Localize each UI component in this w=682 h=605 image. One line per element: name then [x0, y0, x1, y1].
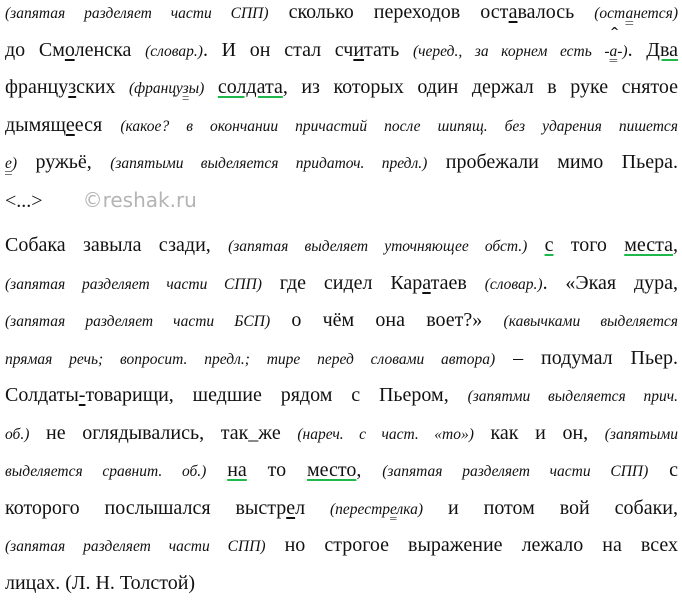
underlined-letter: -: [78, 384, 86, 406]
text: . И он стал сч: [202, 38, 354, 61]
double-underlined-letter: а: [609, 42, 618, 60]
double-underlined-letter: е: [5, 155, 12, 172]
underlined-letter: о: [64, 38, 75, 61]
text: того: [553, 234, 625, 256]
underlined-letter: а: [422, 271, 431, 294]
text-line: [5, 565, 678, 603]
text: где сидел Кар: [261, 271, 423, 294]
double-underlined-letter: з: [182, 80, 189, 97]
text-line: [5, 0, 678, 32]
text: о чём она воет?»: [270, 309, 504, 331]
text: . «Экая дура,: [542, 271, 679, 294]
note-text: (ост: [594, 5, 626, 22]
text-line: [5, 377, 678, 415]
note-text: (запятми выделяется прич.: [467, 388, 678, 405]
text-line: [5, 69, 678, 107]
note-text: (какое? в окончании причастий после шипящ. без ударения пишется: [120, 117, 679, 135]
underlined-letter: а: [508, 1, 518, 23]
document-body: [5, 0, 678, 602]
text: пробежали мимо Пьера.: [427, 151, 678, 173]
underlined-letter: е: [286, 496, 296, 519]
text-line: [5, 302, 678, 340]
note-text: (запятая разделяет части БСП): [5, 313, 271, 330]
text: ружьё,: [17, 151, 111, 173]
text: но строгое выражение лежало на всех: [265, 534, 678, 556]
text: [206, 459, 227, 481]
text: ских: [76, 76, 129, 98]
text-line: [5, 182, 678, 220]
note-text: ): [11, 155, 18, 172]
note-text: (запятая разделяет части СПП): [5, 275, 262, 293]
note-text: -): [617, 42, 628, 60]
text: дымящ: [5, 113, 66, 136]
text: лицах. (Л. Н. Толстой): [5, 571, 196, 594]
double-underlined-letter: а: [625, 5, 634, 22]
text: <...>: [5, 189, 43, 212]
note-text: (нареч. с част. «то»): [297, 425, 474, 443]
text: – подумал Пьер.: [495, 346, 678, 369]
watermark: ©reshak.ru: [82, 187, 197, 212]
note-text: выделяется сравнит. об.): [5, 463, 207, 480]
text: товарищи, шедшие рядом с Пьером,: [85, 384, 468, 406]
text: как и он,: [473, 421, 605, 444]
text: ,: [356, 459, 383, 481]
note-text: (словар.): [145, 42, 203, 60]
text: францу: [5, 76, 69, 98]
text: Солдаты: [5, 384, 79, 406]
underlined-word: место: [306, 459, 357, 481]
text: л: [295, 496, 330, 519]
text-line: [5, 527, 678, 565]
note-text: лка): [396, 500, 424, 518]
text: с: [648, 459, 678, 481]
note-text: (запятая разделяет части СПП): [382, 463, 649, 480]
underlined-word: с: [544, 234, 554, 256]
underlined-word: Два: [646, 38, 678, 61]
underlined-word: места: [624, 234, 673, 256]
text: таев: [430, 271, 485, 294]
text: которого послышался выстр: [5, 496, 287, 519]
underlined-word: на: [227, 459, 247, 481]
note-text: (запятая разделяет части СПП): [5, 5, 269, 22]
underlined-word: солдата: [217, 76, 283, 98]
note-text: ы): [188, 80, 205, 97]
double-underlined-letter: е: [390, 500, 397, 518]
text-line: [5, 340, 678, 378]
note-text: (запятыми выделяется придаточ. предл.): [110, 155, 428, 172]
text: тать: [364, 38, 413, 61]
underlined-letter: и: [353, 38, 365, 61]
text: .: [627, 38, 647, 61]
note-text: (черед., за корнем есть -: [412, 42, 610, 60]
text-line: [5, 415, 678, 453]
text-line: [5, 107, 678, 145]
text: [204, 76, 218, 98]
text: [527, 234, 544, 256]
text: еся: [74, 113, 121, 136]
note-text: нется): [633, 5, 678, 22]
text: , из которых один держал в руке снятое: [282, 76, 679, 98]
text: Собака завыла сзади,: [5, 234, 229, 256]
underlined-letter: з: [68, 76, 77, 98]
text: не оглядывались, так_же: [29, 421, 298, 444]
stress-caret-mark: ^: [610, 25, 620, 38]
text: ,: [673, 234, 678, 256]
text-line: [5, 144, 678, 182]
text-line: [5, 452, 678, 490]
note-text: (запятая выделяет уточняющее обст.): [228, 238, 528, 255]
text: то: [246, 459, 307, 481]
text: до См: [5, 38, 65, 61]
text: сколько переходов ост: [268, 1, 509, 23]
text: ленска: [74, 38, 146, 61]
note-text: (перестр: [330, 500, 391, 518]
note-text: (словар.): [484, 275, 543, 293]
note-text: об.): [5, 425, 30, 443]
text-line: [5, 227, 678, 265]
text: и потом вой собаки,: [423, 496, 678, 519]
note-text: прямая речь; вопросит. предл.; тире перед словами автора): [5, 350, 496, 368]
text-line: [5, 265, 678, 303]
text: валось: [517, 1, 595, 23]
note-text: (запятая разделяет части СПП): [5, 538, 266, 555]
note-text: (францу: [128, 80, 183, 97]
note-text: (запятыми: [604, 425, 679, 443]
text-line: [5, 32, 678, 70]
note-text: (кавычками выделяется: [503, 313, 678, 330]
text-line: [5, 490, 678, 528]
underlined-letter: е: [65, 113, 75, 136]
